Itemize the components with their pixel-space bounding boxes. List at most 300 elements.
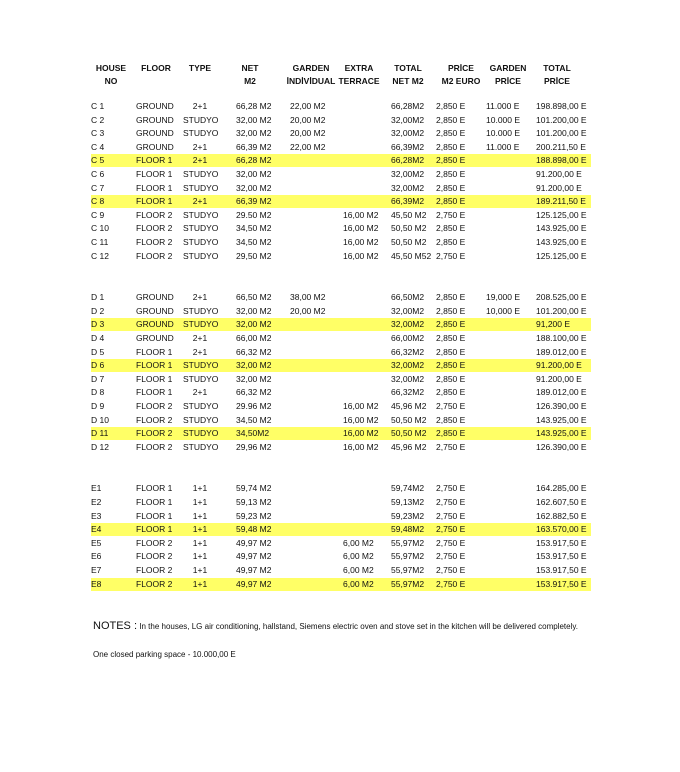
cell-type: 2+1 bbox=[192, 333, 208, 343]
cell-price-m2: 2,850 E bbox=[436, 373, 466, 384]
cell-house: C 10 bbox=[91, 223, 109, 234]
cell-floor: FLOOR 2 bbox=[136, 578, 173, 589]
cell-house: D 12 bbox=[91, 441, 109, 452]
cell-terrace bbox=[343, 291, 383, 304]
cell-net: 66,39 M2 bbox=[236, 196, 272, 207]
cell-total-net: 66,39M2 bbox=[391, 141, 425, 152]
cell-garden bbox=[290, 427, 340, 440]
column-header-line2: İNDİVİDUAL bbox=[286, 75, 336, 86]
cell-net: 66,32 M2 bbox=[236, 346, 272, 357]
cell-type: 1+1 bbox=[192, 483, 208, 494]
cell-total-net: 66,32M2 bbox=[391, 387, 425, 398]
cell-total-net: 45,50 M52 bbox=[391, 250, 432, 261]
cell-terrace bbox=[343, 182, 383, 195]
cell-house: E7 bbox=[91, 565, 102, 575]
cell-net: 29,50 M2 bbox=[236, 250, 272, 261]
cell-garden bbox=[290, 250, 340, 263]
cell-total-price: 143.925,00 E bbox=[536, 223, 587, 234]
cell-garden-price bbox=[486, 318, 531, 331]
cell-garden bbox=[290, 373, 340, 386]
cell-total-net: 66,50M2 bbox=[391, 292, 425, 303]
cell-garden bbox=[290, 195, 340, 208]
cell-total-net: 32,00M2 bbox=[391, 373, 425, 384]
cell-total-net: 32,00M2 bbox=[391, 169, 425, 179]
cell-house: C 2 bbox=[91, 114, 105, 125]
cell-type: STUDYO bbox=[183, 182, 219, 193]
cell-terrace bbox=[343, 127, 383, 140]
cell-total-net: 55,97M2 bbox=[391, 565, 425, 575]
cell-floor: GROUND bbox=[136, 141, 174, 152]
cell-floor: FLOOR 2 bbox=[136, 428, 173, 439]
cell-floor: FLOOR 1 bbox=[136, 196, 173, 207]
cell-garden-price: 11.000 E bbox=[486, 101, 520, 111]
cell-net: 29.96 M2 bbox=[236, 401, 272, 411]
cell-net: 66,28 M2 bbox=[236, 101, 272, 111]
cell-net: 29,96 M2 bbox=[236, 441, 272, 452]
table-row bbox=[91, 182, 591, 195]
cell-garden-price: 10,000 E bbox=[486, 305, 521, 316]
cell-type: 1+1 bbox=[192, 578, 208, 589]
cell-garden-price bbox=[486, 373, 531, 386]
cell-garden-price bbox=[486, 414, 531, 427]
cell-floor: GROUND bbox=[136, 292, 174, 303]
cell-type: STUDYO bbox=[183, 414, 219, 425]
cell-house: E5 bbox=[91, 537, 102, 548]
cell-floor: FLOOR 2 bbox=[136, 551, 173, 562]
cell-terrace: 16,00 M2 bbox=[343, 250, 379, 261]
table-row bbox=[91, 250, 591, 263]
cell-type: 1+1 bbox=[192, 510, 208, 521]
cell-floor: FLOOR 2 bbox=[136, 209, 173, 220]
cell-total-net: 66,28M2 bbox=[391, 155, 425, 166]
cell-type: STUDYO bbox=[183, 360, 219, 371]
cell-total-net: 50,50 M2 bbox=[391, 414, 427, 425]
cell-house: C 8 bbox=[91, 196, 105, 207]
cell-terrace bbox=[343, 100, 383, 113]
column-header-line2: TERRACE bbox=[338, 75, 380, 86]
cell-price-m2: 2,850 E bbox=[436, 182, 466, 193]
cell-garden-price bbox=[486, 441, 531, 454]
cell-terrace bbox=[343, 195, 383, 208]
cell-price-m2: 2,750 E bbox=[436, 209, 466, 220]
cell-terrace bbox=[343, 305, 383, 318]
cell-garden-price bbox=[486, 537, 531, 550]
table-row bbox=[91, 400, 591, 413]
cell-floor: FLOOR 1 bbox=[136, 182, 173, 193]
cell-terrace bbox=[343, 386, 383, 399]
cell-total-price: 188.100,00 E bbox=[536, 333, 587, 343]
table-row bbox=[91, 482, 591, 495]
column-header-line1: TYPE bbox=[188, 63, 212, 73]
column-header-line1: NET bbox=[241, 63, 259, 73]
cell-total-net: 50,50 M2 bbox=[391, 237, 427, 247]
cell-floor: FLOOR 1 bbox=[136, 483, 173, 494]
cell-net: 59,74 M2 bbox=[236, 483, 272, 494]
cell-price-m2: 2,850 E bbox=[436, 128, 466, 139]
column-header-line1: EXTRA bbox=[344, 63, 374, 73]
cell-garden: 22,00 M2 bbox=[290, 141, 326, 152]
cell-house: D 7 bbox=[91, 373, 105, 384]
cell-garden: 38,00 M2 bbox=[290, 292, 326, 303]
cell-floor: FLOOR 2 bbox=[136, 565, 173, 575]
column-header-line1: GARDEN bbox=[292, 63, 330, 73]
cell-terrace bbox=[343, 332, 383, 345]
cell-garden bbox=[290, 332, 340, 345]
cell-net: 59,48 M2 bbox=[236, 524, 272, 535]
cell-price-m2: 2,850 E bbox=[436, 141, 466, 152]
cell-garden bbox=[290, 346, 340, 359]
column-header-line1: HOUSE bbox=[95, 63, 127, 73]
cell-garden-price bbox=[486, 209, 531, 222]
column-header bbox=[522, 62, 592, 87]
cell-type: STUDYO bbox=[183, 209, 219, 220]
cell-type: 1+1 bbox=[192, 565, 208, 575]
cell-price-m2: 2,850 E bbox=[436, 360, 466, 371]
cell-total-price: 153.917,50 E bbox=[536, 551, 587, 562]
cell-terrace: 6,00 M2 bbox=[343, 565, 374, 575]
cell-price-m2: 2,750 E bbox=[436, 441, 466, 452]
cell-total-net: 45,50 M2 bbox=[391, 209, 427, 220]
table-row bbox=[91, 114, 591, 127]
cell-total-net: 50,50 M2 bbox=[391, 223, 427, 234]
table-row bbox=[91, 222, 591, 235]
cell-house: C 1 bbox=[91, 101, 105, 111]
cell-total-net: 66,28M2 bbox=[391, 101, 425, 111]
cell-garden bbox=[290, 550, 340, 563]
cell-garden-price bbox=[486, 427, 531, 440]
cell-type: STUDYO bbox=[183, 373, 219, 384]
table-row bbox=[91, 168, 591, 181]
cell-terrace: 6,00 M2 bbox=[343, 551, 374, 562]
cell-total-price: 91.200,00 E bbox=[536, 360, 582, 371]
cell-net: 66,32 M2 bbox=[236, 387, 272, 398]
column-header-line1: GARDEN bbox=[489, 63, 527, 73]
table-row bbox=[91, 550, 591, 563]
table-row bbox=[91, 373, 591, 386]
cell-total-net: 66,00M2 bbox=[391, 333, 425, 343]
column-header-line1: FLOOR bbox=[141, 63, 171, 73]
cell-price-m2: 2,850 E bbox=[436, 319, 466, 330]
cell-net: 34,50 M2 bbox=[236, 237, 272, 247]
cell-total-net: 59,13M2 bbox=[391, 497, 425, 507]
cell-price-m2: 2,850 E bbox=[436, 114, 466, 125]
cell-floor: GROUND bbox=[136, 333, 174, 343]
cell-garden bbox=[290, 564, 340, 577]
table-row bbox=[91, 578, 591, 591]
cell-total-price: 188.898,00 E bbox=[536, 155, 587, 166]
cell-garden bbox=[290, 441, 340, 454]
cell-garden-price bbox=[486, 386, 531, 399]
cell-floor: FLOOR 1 bbox=[136, 169, 173, 179]
cell-net: 34,50 M2 bbox=[236, 414, 272, 425]
cell-garden-price bbox=[486, 346, 531, 359]
cell-net: 32,00 M2 bbox=[236, 169, 272, 179]
cell-garden-price bbox=[486, 550, 531, 563]
cell-total-price: 208.525,00 E bbox=[536, 292, 587, 303]
cell-house: D 1 bbox=[91, 292, 105, 303]
cell-garden-price: 19,000 E bbox=[486, 292, 521, 303]
cell-total-net: 50,50 M2 bbox=[391, 428, 427, 439]
cell-terrace: 16,00 M2 bbox=[343, 401, 379, 411]
cell-floor: FLOOR 1 bbox=[136, 155, 173, 166]
cell-garden bbox=[290, 510, 340, 523]
cell-price-m2: 2,750 E bbox=[436, 497, 466, 507]
cell-garden-price bbox=[486, 250, 531, 263]
cell-price-m2: 2,850 E bbox=[436, 292, 466, 303]
cell-total-price: 101.200,00 E bbox=[536, 128, 587, 139]
cell-total-net: 59,74M2 bbox=[391, 483, 425, 494]
cell-total-net: 32,00M2 bbox=[391, 182, 425, 193]
cell-floor: FLOOR 1 bbox=[136, 524, 173, 535]
cell-house: C 9 bbox=[91, 209, 105, 220]
cell-garden-price bbox=[486, 510, 531, 523]
cell-price-m2: 2,750 E bbox=[436, 510, 466, 521]
cell-garden-price: 11.000 E bbox=[486, 141, 520, 152]
cell-garden-price: 10.000 E bbox=[486, 114, 521, 125]
cell-net: 34,50 M2 bbox=[236, 223, 272, 234]
cell-floor: FLOOR 1 bbox=[136, 373, 173, 384]
cell-garden bbox=[290, 182, 340, 195]
cell-type: STUDYO bbox=[183, 128, 219, 139]
cell-total-price: 91.200,00 E bbox=[536, 169, 582, 179]
cell-type: 2+1 bbox=[192, 101, 208, 111]
cell-total-price: 91,200 E bbox=[536, 319, 571, 330]
table-row bbox=[91, 154, 591, 167]
cell-total-price: 153.917,50 E bbox=[536, 578, 587, 589]
cell-total-price: 162.607,50 E bbox=[536, 497, 587, 507]
cell-net: 32,00 M2 bbox=[236, 305, 272, 316]
cell-garden-price bbox=[486, 523, 531, 536]
cell-terrace bbox=[343, 318, 383, 331]
column-header-line1: TOTAL bbox=[543, 63, 571, 73]
cell-terrace bbox=[343, 482, 383, 495]
cell-total-price: 162.882,50 E bbox=[536, 510, 587, 521]
cell-terrace bbox=[343, 496, 383, 509]
cell-terrace bbox=[343, 154, 383, 167]
cell-house: D 4 bbox=[91, 333, 105, 343]
cell-house: D 8 bbox=[91, 387, 105, 398]
cell-total-net: 32,00M2 bbox=[391, 360, 425, 371]
cell-floor: FLOOR 2 bbox=[136, 250, 173, 261]
cell-total-price: 164.285,00 E bbox=[536, 483, 587, 494]
cell-total-price: 91.200,00 E bbox=[536, 182, 582, 193]
cell-net: 32,00 M2 bbox=[236, 114, 272, 125]
cell-price-m2: 2,750 E bbox=[436, 483, 466, 494]
cell-garden bbox=[290, 537, 340, 550]
cell-terrace: 6,00 M2 bbox=[343, 537, 374, 548]
cell-price-m2: 2,750 E bbox=[436, 565, 466, 575]
cell-terrace: 6,00 M2 bbox=[343, 578, 374, 589]
cell-type: STUDYO bbox=[183, 441, 219, 452]
cell-terrace: 16,00 M2 bbox=[343, 209, 379, 220]
cell-house: D 11 bbox=[91, 428, 109, 439]
cell-terrace bbox=[343, 141, 383, 154]
cell-garden bbox=[290, 414, 340, 427]
cell-total-price: 125.125,00 E bbox=[536, 250, 587, 261]
cell-total-price: 163.570,00 E bbox=[536, 524, 587, 535]
table-row bbox=[91, 564, 591, 577]
cell-net: 49,97 M2 bbox=[236, 578, 272, 589]
cell-net: 49,97 M2 bbox=[236, 565, 272, 575]
cell-house: D 6 bbox=[91, 360, 105, 371]
notes-text: In the houses, LG air conditioning, hallstand, Siemens electric oven and stove set in the kitchen will be delivered completely. bbox=[139, 622, 579, 631]
cell-type: 2+1 bbox=[192, 292, 208, 303]
cell-garden bbox=[290, 578, 340, 591]
table-row bbox=[91, 127, 591, 140]
cell-price-m2: 2,850 E bbox=[436, 196, 466, 207]
cell-price-m2: 2,850 E bbox=[436, 101, 466, 111]
cell-total-price: 143.925,00 E bbox=[536, 414, 587, 425]
cell-price-m2: 2,750 E bbox=[436, 524, 466, 535]
cell-floor: FLOOR 1 bbox=[136, 346, 173, 357]
cell-type: STUDYO bbox=[183, 250, 219, 261]
cell-total-price: 200.211,50 E bbox=[536, 141, 586, 152]
column-header-line2: NO bbox=[104, 75, 118, 86]
cell-total-price: 125.125,00 E bbox=[536, 209, 587, 220]
cell-garden bbox=[290, 236, 340, 249]
cell-terrace: 16,00 M2 bbox=[343, 223, 379, 234]
cell-total-net: 32,00M2 bbox=[391, 305, 425, 316]
cell-floor: GROUND bbox=[136, 101, 174, 111]
cell-house: D 3 bbox=[91, 319, 105, 330]
table-row bbox=[91, 346, 591, 359]
cell-total-net: 45,96 M2 bbox=[391, 401, 427, 411]
cell-house: D 5 bbox=[91, 346, 105, 357]
cell-type: 2+1 bbox=[192, 196, 208, 207]
cell-total-price: 101.200,00 E bbox=[536, 305, 587, 316]
cell-garden: 22,00 M2 bbox=[290, 101, 326, 111]
cell-total-net: 59,48M2 bbox=[391, 524, 425, 535]
cell-garden bbox=[290, 523, 340, 536]
cell-total-price: 143.925,00 E bbox=[536, 428, 587, 439]
table-row bbox=[91, 523, 591, 536]
cell-terrace bbox=[343, 373, 383, 386]
cell-garden bbox=[290, 359, 340, 372]
cell-price-m2: 2,850 E bbox=[436, 387, 466, 398]
cell-total-price: 91.200,00 E bbox=[536, 373, 582, 384]
cell-garden-price bbox=[486, 236, 531, 249]
table-row bbox=[91, 427, 591, 440]
cell-price-m2: 2,850 E bbox=[436, 346, 466, 357]
cell-house: E4 bbox=[91, 524, 102, 535]
cell-garden bbox=[290, 482, 340, 495]
cell-price-m2: 2,850 E bbox=[436, 428, 466, 439]
cell-total-price: 126.390,00 E bbox=[536, 441, 587, 452]
cell-house: E8 bbox=[91, 578, 102, 589]
cell-net: 66,50 M2 bbox=[236, 292, 272, 303]
column-header-line2: NET M2 bbox=[392, 75, 424, 86]
cell-net: 49,97 M2 bbox=[236, 537, 272, 548]
cell-floor: FLOOR 1 bbox=[136, 360, 173, 371]
column-header-line2: M2 EURO bbox=[441, 75, 481, 86]
table-row bbox=[91, 496, 591, 509]
cell-total-price: 189.211,50 E bbox=[536, 196, 586, 207]
table-row bbox=[91, 209, 591, 222]
cell-floor: GROUND bbox=[136, 305, 174, 316]
cell-type: STUDYO bbox=[183, 114, 219, 125]
cell-floor: FLOOR 1 bbox=[136, 510, 173, 521]
cell-price-m2: 2,850 E bbox=[436, 237, 466, 247]
cell-price-m2: 2,850 E bbox=[436, 414, 466, 425]
cell-total-price: 126.390,00 E bbox=[536, 401, 587, 411]
cell-garden bbox=[290, 222, 340, 235]
cell-price-m2: 2,850 E bbox=[436, 223, 466, 234]
cell-garden-price: 10.000 E bbox=[486, 128, 521, 139]
cell-floor: FLOOR 1 bbox=[136, 387, 173, 398]
cell-house: E1 bbox=[91, 483, 102, 494]
cell-garden-price bbox=[486, 578, 531, 591]
cell-type: STUDYO bbox=[183, 305, 219, 316]
column-header-line2: PRİCE bbox=[544, 75, 570, 86]
table-row bbox=[91, 100, 591, 113]
cell-garden-price bbox=[486, 564, 531, 577]
cell-house: D 10 bbox=[91, 414, 109, 425]
cell-garden-price bbox=[486, 195, 531, 208]
cell-terrace bbox=[343, 359, 383, 372]
table-row bbox=[91, 510, 591, 523]
cell-net: 32,00 M2 bbox=[236, 182, 272, 193]
table-row bbox=[91, 441, 591, 454]
cell-price-m2: 2,750 E bbox=[436, 250, 466, 261]
cell-garden-price bbox=[486, 222, 531, 235]
cell-total-net: 55,97M2 bbox=[391, 537, 425, 548]
cell-type: STUDYO bbox=[183, 237, 219, 247]
table-row bbox=[91, 359, 591, 372]
column-header bbox=[215, 62, 285, 87]
cell-type: 1+1 bbox=[192, 537, 208, 548]
cell-net: 32,00 M2 bbox=[236, 319, 272, 330]
cell-price-m2: 2,750 E bbox=[436, 551, 466, 562]
cell-house: C 11 bbox=[91, 237, 109, 247]
cell-net: 59,13 M2 bbox=[236, 497, 272, 507]
cell-total-price: 189.012,00 E bbox=[536, 387, 587, 398]
cell-total-price: 101.200,00 E bbox=[536, 114, 587, 125]
cell-type: 1+1 bbox=[192, 497, 208, 507]
cell-house: C 5 bbox=[91, 155, 105, 166]
cell-type: STUDYO bbox=[183, 223, 219, 234]
cell-house: E3 bbox=[91, 510, 102, 521]
cell-terrace bbox=[343, 168, 383, 181]
cell-garden bbox=[290, 496, 340, 509]
cell-garden-price bbox=[486, 482, 531, 495]
cell-total-net: 55,97M2 bbox=[391, 578, 425, 589]
cell-house: C 12 bbox=[91, 250, 109, 261]
table-row bbox=[91, 537, 591, 550]
cell-terrace bbox=[343, 346, 383, 359]
cell-floor: FLOOR 2 bbox=[136, 441, 173, 452]
cell-house: C 4 bbox=[91, 141, 105, 152]
cell-net: 66,00 M2 bbox=[236, 333, 272, 343]
cell-net: 34,50M2 bbox=[236, 428, 270, 439]
cell-price-m2: 2,850 E bbox=[436, 169, 466, 179]
cell-garden: 20,00 M2 bbox=[290, 128, 326, 139]
cell-type: 2+1 bbox=[192, 346, 208, 357]
cell-net: 32,00 M2 bbox=[236, 128, 272, 139]
cell-floor: FLOOR 1 bbox=[136, 497, 173, 507]
cell-total-net: 66,32M2 bbox=[391, 346, 425, 357]
cell-garden bbox=[290, 400, 340, 413]
cell-net: 66,28 M2 bbox=[236, 155, 272, 166]
cell-garden-price bbox=[486, 168, 531, 181]
notes-label: NOTES : bbox=[93, 620, 138, 632]
cell-garden-price bbox=[486, 359, 531, 372]
cell-terrace: 16,00 M2 bbox=[343, 414, 379, 425]
cell-net: 29.50 M2 bbox=[236, 209, 272, 220]
cell-house: D 2 bbox=[91, 305, 105, 316]
cell-floor: FLOOR 2 bbox=[136, 223, 173, 234]
column-header-line2: M2 bbox=[244, 75, 256, 86]
cell-garden: 20,00 M2 bbox=[290, 305, 326, 316]
